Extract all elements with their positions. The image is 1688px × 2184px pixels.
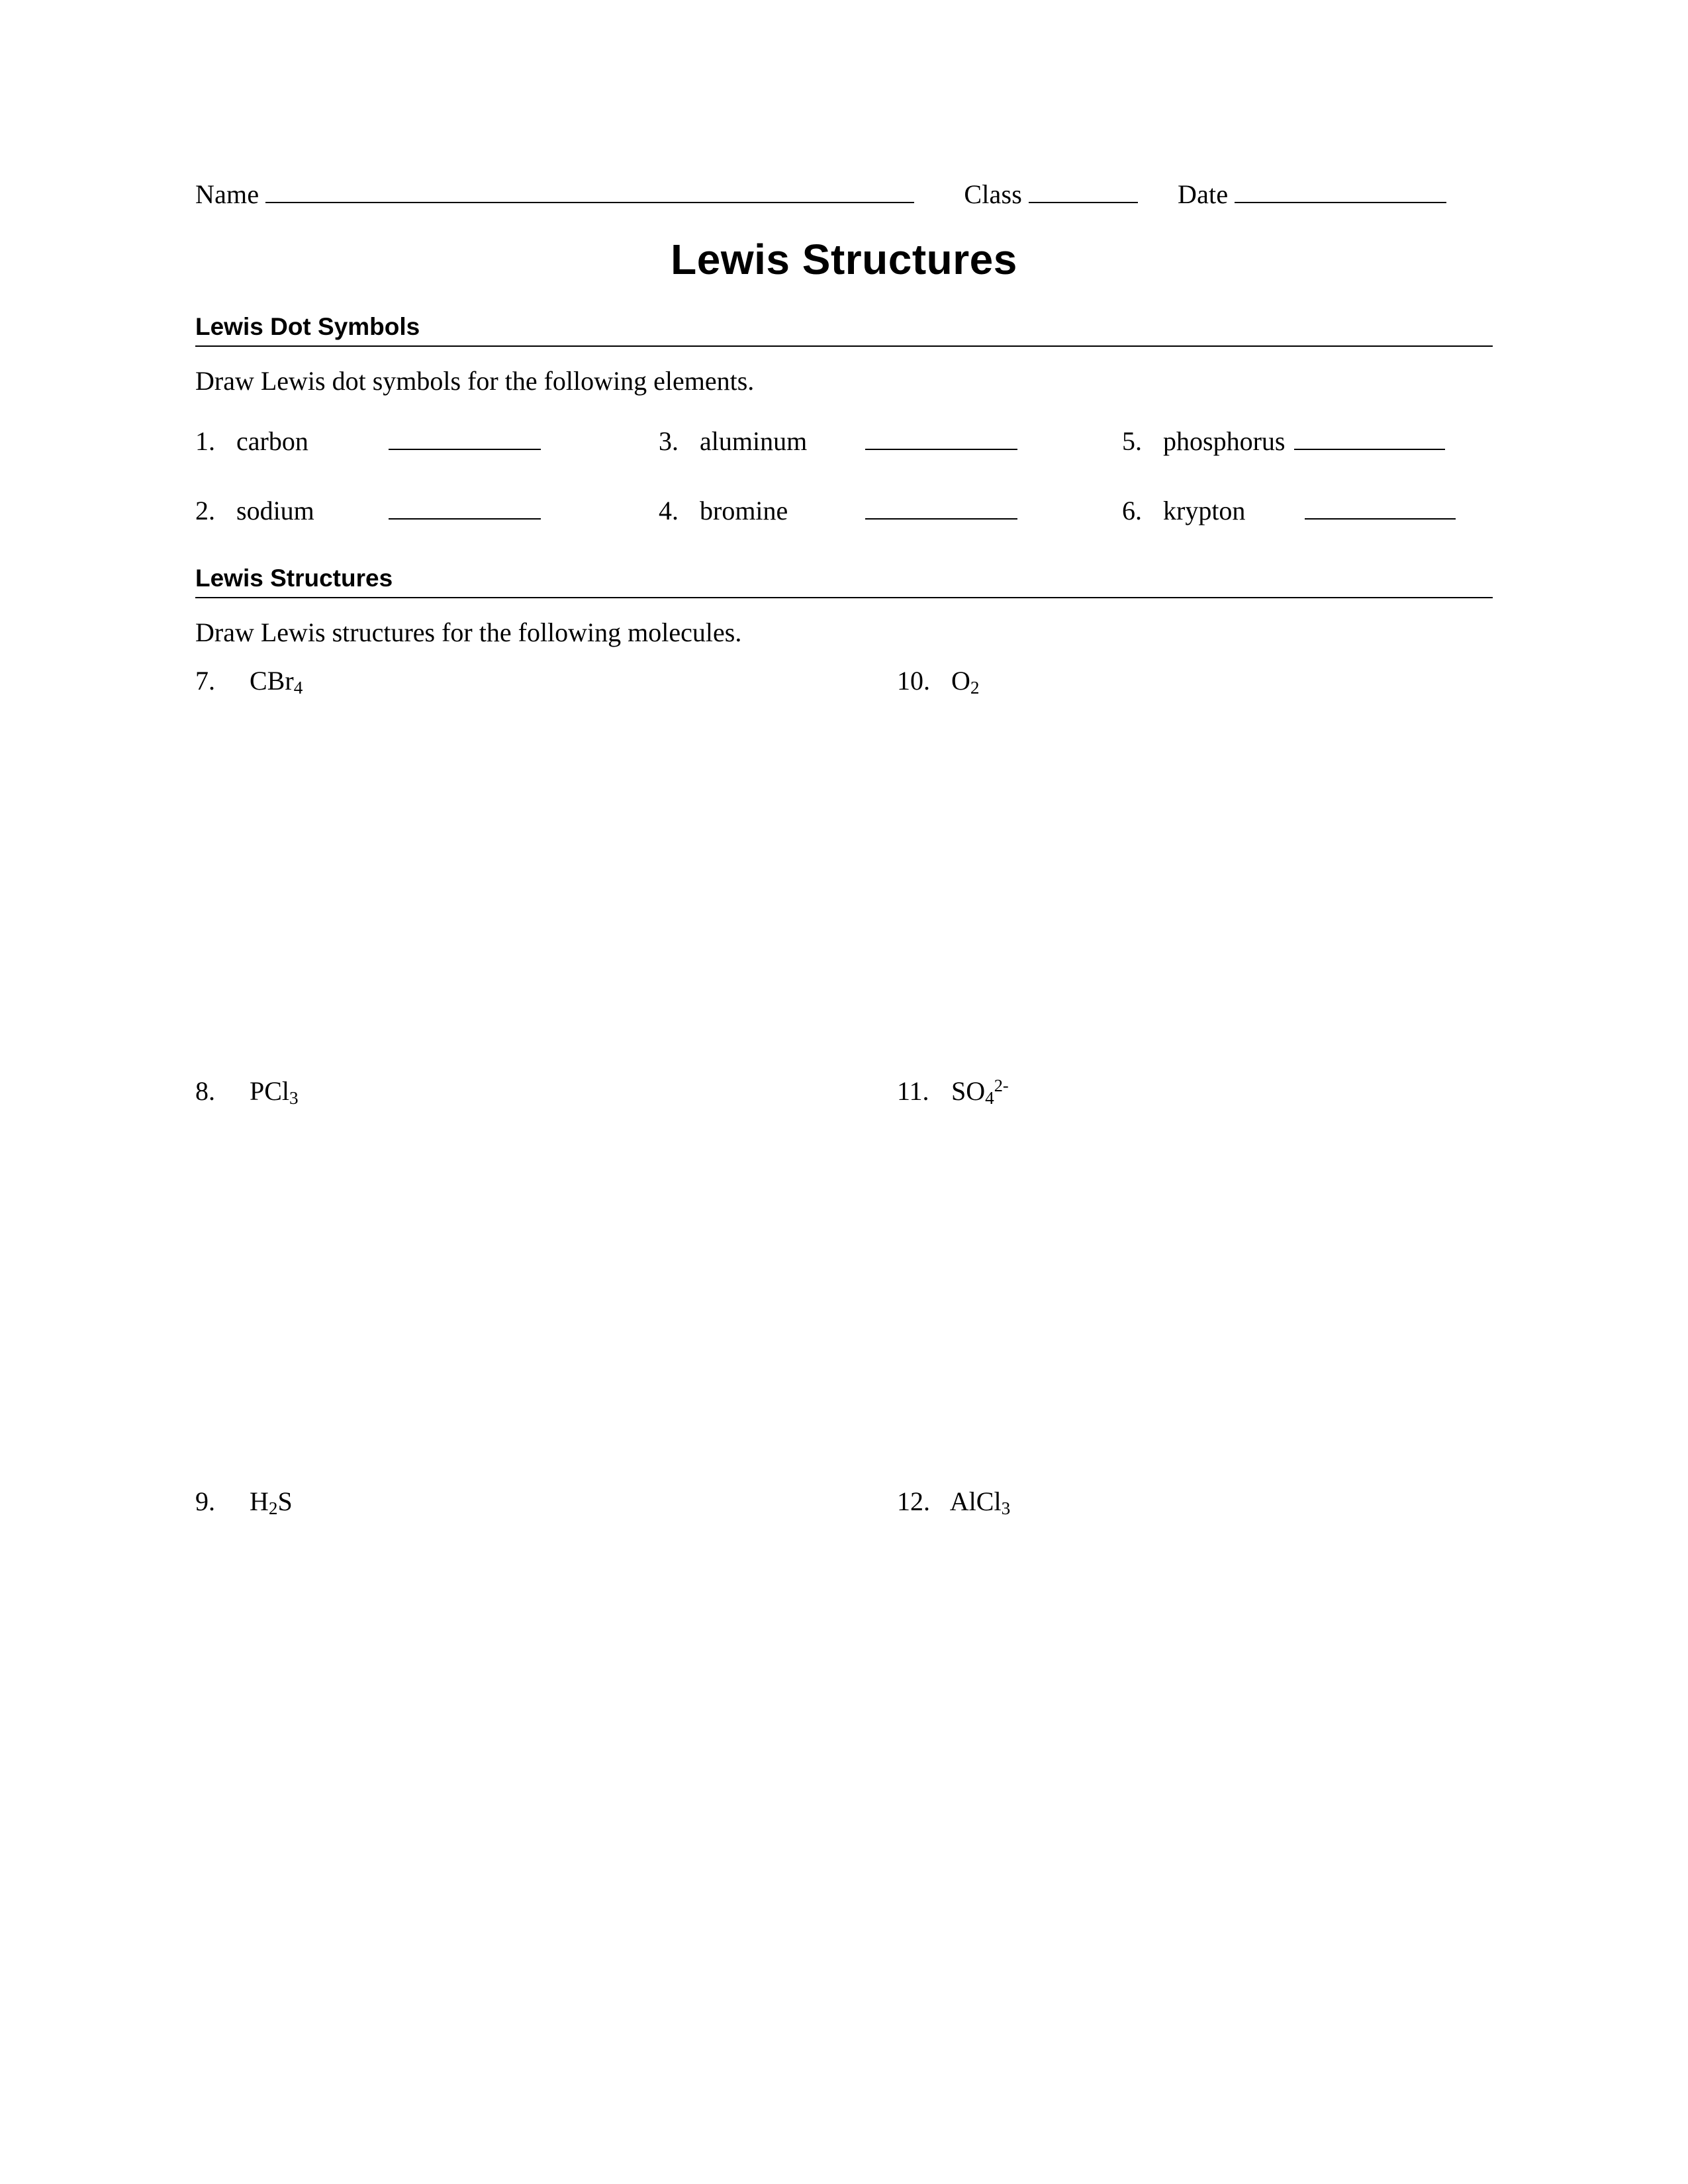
- element-name: phosphorus: [1163, 426, 1286, 456]
- dot-item-6: [1122, 495, 1493, 526]
- molecule-formula: CBr$_4$: [250, 666, 303, 698]
- dot-symbol-row: [195, 426, 1493, 457]
- item-number: 9.: [195, 1486, 215, 1516]
- molecule-row: [195, 665, 1493, 1075]
- molecule-formula: $SO_4^{2-}$: [951, 1075, 1009, 1109]
- molecule-item-12: [897, 1486, 1493, 1896]
- page-title: Lewis Structures: [671, 236, 1017, 283]
- name-label: Name: [195, 179, 259, 209]
- element-name: bromine: [700, 496, 788, 525]
- dot-item-2: [195, 495, 659, 526]
- student-info-header: [195, 179, 1493, 210]
- class-label: Class: [964, 179, 1022, 209]
- molecule-formula: $O_2$: [951, 666, 980, 698]
- instruction-lewis-structures: Draw Lewis structures for the following molecules.: [195, 617, 742, 647]
- item-number: 3.: [659, 426, 679, 456]
- molecule-item-7: [195, 665, 897, 1075]
- answer-blank[interactable]: [1305, 518, 1456, 520]
- dot-symbol-row: [195, 495, 1493, 526]
- worksheet-content: [195, 179, 1493, 1896]
- dot-item-3: [659, 426, 1122, 457]
- answer-blank[interactable]: [1294, 449, 1445, 450]
- molecule-item-10: [897, 665, 1493, 1075]
- item-number: 10.: [897, 666, 930, 696]
- dot-item-1: [195, 426, 659, 457]
- item-number: 2.: [195, 496, 215, 525]
- answer-blank[interactable]: [389, 449, 541, 450]
- item-number: 6.: [1122, 496, 1142, 525]
- section-heading-lewis-structures: Lewis Structures: [195, 565, 1493, 598]
- molecule-item-8: [195, 1075, 897, 1486]
- item-number: 8.: [195, 1076, 215, 1106]
- item-number: 12.: [897, 1486, 930, 1516]
- class-blank[interactable]: [1029, 202, 1138, 203]
- molecule-row: [195, 1075, 1493, 1486]
- element-name: aluminum: [700, 426, 808, 456]
- item-number: 5.: [1122, 426, 1142, 456]
- date-blank[interactable]: [1235, 202, 1446, 203]
- molecule-formula: PCl$_3$: [250, 1076, 299, 1108]
- item-number: 4.: [659, 496, 679, 525]
- molecule-formula: AlCl$_3$: [949, 1486, 1011, 1518]
- item-number: 1.: [195, 426, 215, 456]
- item-number: 7.: [195, 666, 215, 696]
- element-name: sodium: [236, 496, 314, 525]
- dot-item-5: [1122, 426, 1493, 457]
- answer-blank[interactable]: [865, 518, 1017, 520]
- instruction-lewis-dot-symbols: Draw Lewis dot symbols for the following elements.: [195, 366, 755, 396]
- date-label: Date: [1178, 179, 1229, 209]
- dot-symbol-grid: [195, 426, 1493, 526]
- answer-blank[interactable]: [865, 449, 1017, 450]
- item-number: 11.: [897, 1076, 929, 1107]
- molecule-grid: [195, 665, 1493, 1896]
- name-blank[interactable]: [265, 202, 914, 203]
- answer-blank[interactable]: [389, 518, 541, 520]
- dot-item-4: [659, 495, 1122, 526]
- element-name: carbon: [236, 426, 308, 456]
- molecule-item-9: [195, 1486, 897, 1896]
- molecule-item-11: [897, 1075, 1493, 1486]
- molecule-formula: $H_2S$: [250, 1486, 293, 1518]
- molecule-row: [195, 1486, 1493, 1896]
- section-heading-lewis-dot-symbols: Lewis Dot Symbols: [195, 313, 1493, 347]
- element-name: krypton: [1163, 496, 1246, 525]
